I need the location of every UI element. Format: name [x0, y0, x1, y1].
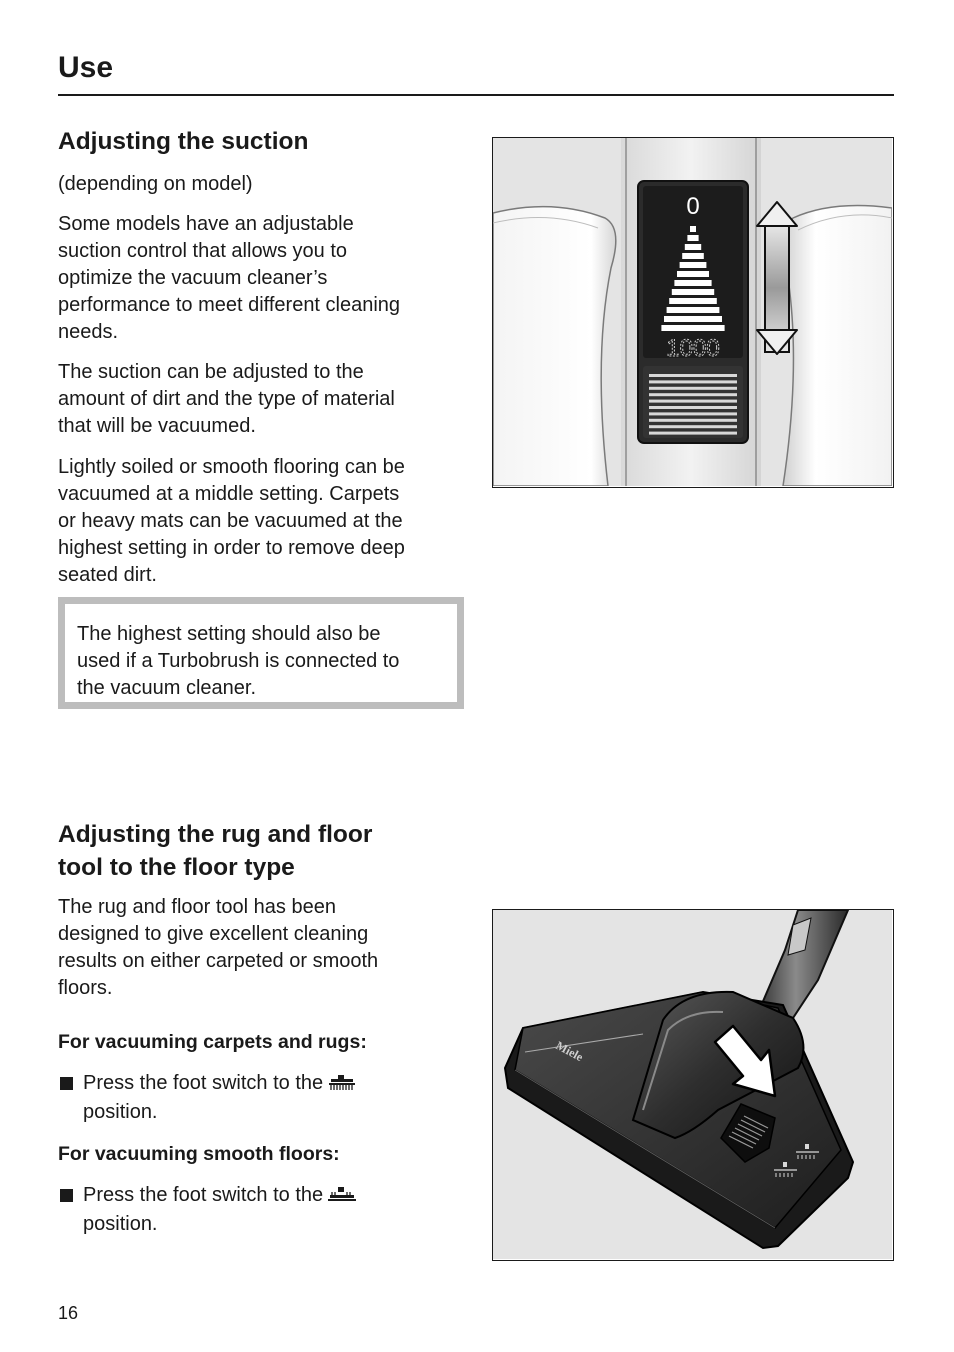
grip-ridge	[649, 380, 737, 383]
suction-level-bar	[661, 325, 724, 331]
page-header	[58, 50, 894, 96]
text-line: amount of dirt and the type of material	[58, 388, 395, 410]
suction-subnote: (depending on model)	[58, 173, 253, 195]
suction-level-bar	[690, 226, 696, 232]
suction-level-bar	[680, 262, 707, 268]
suction-level-bar	[669, 298, 717, 304]
suction-paragraph-2	[58, 359, 466, 440]
text-line: designed to give excellent cleaning	[58, 923, 369, 945]
text-line: needs.	[58, 321, 119, 343]
text-line: or heavy mats can be vacuumed at the	[58, 510, 403, 532]
text-line: The rug and floor tool has been	[58, 896, 336, 918]
text-line: Some models have an adjustable	[58, 213, 354, 235]
instruction-text: Press the foot switch to the	[83, 1184, 324, 1206]
text-line: floors.	[58, 977, 113, 999]
carpets-instruction	[58, 1070, 466, 1126]
suction-paragraph-1	[58, 211, 466, 346]
miele-logo: Miele	[553, 1038, 586, 1065]
smooth-heading: For vacuuming smooth floors:	[58, 1143, 340, 1165]
carpets-heading: For vacuuming carpets and rugs:	[58, 1031, 367, 1053]
bullet-icon	[60, 1189, 73, 1202]
suction-level-bar	[664, 316, 722, 322]
text-line: The suction can be adjusted to the	[58, 361, 364, 383]
suction-level-bar	[685, 244, 701, 250]
bullet-icon	[60, 1077, 73, 1090]
text-line: results on either carpeted or smooth	[58, 950, 379, 972]
text-line: suction control that allows you to	[58, 240, 348, 262]
text-line: highest setting in order to remove deep	[58, 537, 405, 559]
suction-level-bar	[677, 271, 709, 277]
suction-control-illustration	[493, 138, 892, 486]
instruction-line	[83, 1070, 357, 1099]
suction-level-bar	[674, 280, 711, 286]
floor-tool-intro	[58, 894, 466, 1002]
suction-section	[58, 125, 466, 589]
grip-ridge	[649, 393, 737, 396]
heading-line: tool to the floor type	[58, 854, 295, 881]
smooth-floor-bristles-up-icon	[327, 1184, 357, 1211]
suction-control-figure	[492, 137, 894, 488]
grip-ridge	[649, 400, 737, 403]
grip-ridge	[649, 419, 737, 422]
instruction-text: Press the foot switch to the	[83, 1072, 324, 1094]
text-line: that will be vacuumed.	[58, 415, 256, 437]
floor-tool-heading	[58, 818, 466, 884]
grip-ridge	[649, 432, 737, 435]
suction-level-bar	[667, 307, 720, 313]
text-line: Lightly soiled or smooth flooring can be	[58, 456, 405, 478]
dial-max-label: 1000	[666, 335, 720, 362]
grip-ridge	[649, 412, 737, 415]
floor-tool-illustration	[493, 910, 892, 1259]
note-content	[65, 604, 457, 702]
text-line: The highest setting should also be	[77, 623, 381, 645]
dial-zero-label: 0	[686, 193, 700, 220]
floor-tool-section	[58, 818, 466, 1238]
grip-ridge	[649, 374, 737, 377]
suction-level-bar	[682, 253, 704, 259]
text-line: seated dirt.	[58, 564, 157, 586]
suction-paragraph-3	[58, 454, 466, 589]
suction-heading: Adjusting the suction	[58, 128, 309, 155]
text-line: vacuumed at a middle setting. Carpets	[58, 483, 400, 505]
page-number: 16	[58, 1303, 79, 1323]
text-line: optimize the vacuum cleaner’s	[58, 267, 328, 289]
floor-tool-figure	[492, 909, 894, 1261]
turbobrush-note	[58, 597, 464, 709]
grip-ridge	[649, 425, 737, 428]
carpet-bristles-down-icon	[327, 1072, 357, 1099]
text-line: used if a Turbobrush is connected to	[77, 650, 400, 672]
instruction-line	[83, 1182, 357, 1211]
smooth-instruction	[58, 1182, 466, 1238]
instruction-line: position.	[83, 1101, 158, 1123]
suction-level-bar	[687, 235, 698, 241]
text-line: the vacuum cleaner.	[77, 677, 256, 699]
heading-line: Adjusting the rug and floor	[58, 821, 373, 848]
suction-level-bar	[672, 289, 714, 295]
page-title: Use	[58, 51, 114, 84]
grip-ridge	[649, 387, 737, 390]
text-line: performance to meet different cleaning	[58, 294, 401, 316]
instruction-line: position.	[83, 1213, 158, 1235]
grip-ridge	[649, 406, 737, 409]
